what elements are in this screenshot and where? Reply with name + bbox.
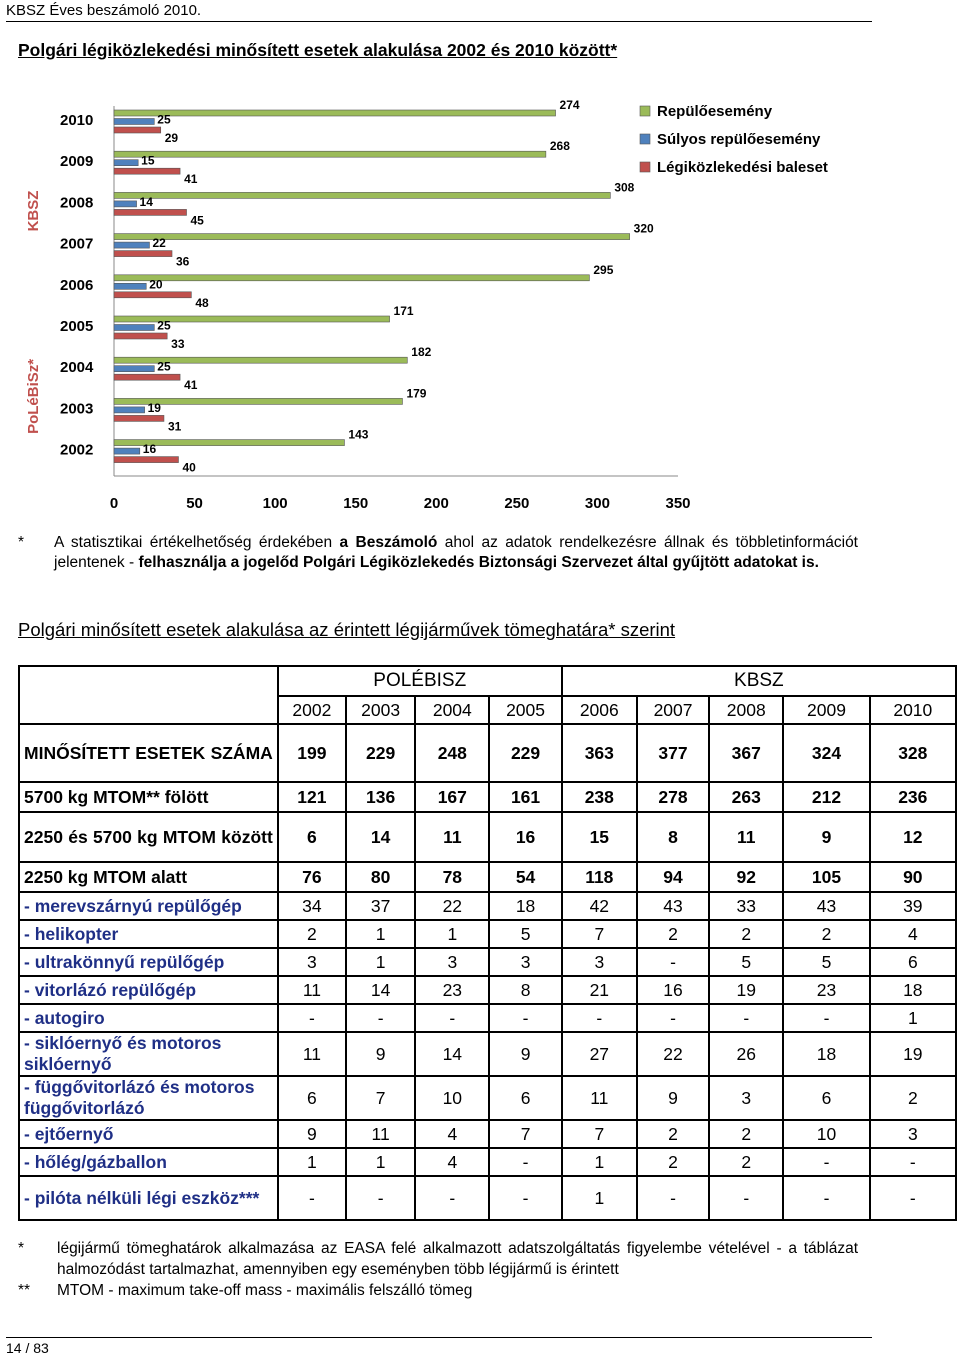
data-label: 41 xyxy=(184,172,198,187)
data-label: 19 xyxy=(147,400,161,415)
table-cell: 18 xyxy=(783,1032,869,1076)
year-header-cell: 2007 xyxy=(637,696,709,724)
table-cell: 263 xyxy=(709,782,783,812)
group-header-kbsz: KBSZ xyxy=(562,666,956,696)
data-label: 268 xyxy=(549,139,570,154)
table-cell: 12 xyxy=(870,812,956,862)
table-cell: 14 xyxy=(346,976,415,1004)
table-cell: - xyxy=(489,1176,561,1220)
table-cell: 7 xyxy=(489,1120,561,1148)
table-cell: 11 xyxy=(562,1076,637,1120)
table-cell: 4 xyxy=(415,1120,489,1148)
row-label xyxy=(19,1004,278,1032)
table-cell: 22 xyxy=(415,892,489,920)
year-header-cell: 2010 xyxy=(870,696,956,724)
row-label xyxy=(19,976,278,1004)
table-cell: 7 xyxy=(562,920,637,948)
table-cell: 324 xyxy=(783,724,869,782)
table-cell: - xyxy=(783,1004,869,1032)
table-cell: - xyxy=(709,1004,783,1032)
table-cell: 377 xyxy=(637,724,709,782)
data-label: 29 xyxy=(164,131,179,145)
table-row xyxy=(19,862,956,892)
table-cell: 27 xyxy=(562,1032,637,1076)
table-cell: - xyxy=(709,1176,783,1220)
table-cell: 6 xyxy=(783,1076,869,1120)
table-cell: 4 xyxy=(870,920,956,948)
bar-2 xyxy=(114,415,164,421)
table-row xyxy=(19,724,956,782)
table-cell: 167 xyxy=(415,782,489,812)
table-cell: 9 xyxy=(637,1076,709,1120)
table-cell: 3 xyxy=(489,948,561,976)
table-row xyxy=(19,1120,956,1148)
data-label: 16 xyxy=(142,442,157,457)
y-category-label: 2008 xyxy=(60,194,94,212)
data-label: 31 xyxy=(167,419,182,434)
bar-1 xyxy=(114,242,149,248)
table-cell: 6 xyxy=(489,1076,561,1120)
bar-1 xyxy=(114,448,140,454)
table-cell: 43 xyxy=(637,892,709,920)
table-cell: 367 xyxy=(709,724,783,782)
row-label-text: 2250 kg MTOM alatt xyxy=(24,866,188,887)
table-cell: 6 xyxy=(278,1076,346,1120)
header-rule xyxy=(6,21,872,22)
table-cell: 39 xyxy=(870,892,956,920)
year-header-cell: 2006 xyxy=(562,696,637,724)
row-label-text: - autogiro xyxy=(24,1007,105,1028)
table-cell: 6 xyxy=(870,948,956,976)
table-row xyxy=(19,1076,956,1120)
table-cell: 278 xyxy=(637,782,709,812)
x-tick-label: 350 xyxy=(665,495,691,512)
bar-0 xyxy=(114,192,610,198)
data-label: 48 xyxy=(195,295,209,310)
row-label-text: - ejtőernyő xyxy=(24,1123,114,1144)
table-cell: 238 xyxy=(562,782,637,812)
table-cell: 26 xyxy=(709,1032,783,1076)
table-cell: 1 xyxy=(562,1148,637,1176)
bar-2 xyxy=(114,374,180,380)
data-label: 274 xyxy=(559,98,580,112)
year-header-cell: 2002 xyxy=(278,696,346,724)
table-cell: 16 xyxy=(637,976,709,1004)
table-cell: 199 xyxy=(278,724,346,782)
table-cell: - xyxy=(870,1148,956,1176)
bar-2 xyxy=(114,209,187,215)
bar-2 xyxy=(114,292,191,298)
table-cell: - xyxy=(346,1004,415,1032)
table-cell: 22 xyxy=(637,1032,709,1076)
table-cell: 80 xyxy=(346,862,415,892)
table-cell: 21 xyxy=(562,976,637,1004)
group-label-polebisz: PoLéBiSz* xyxy=(25,358,42,434)
table-cell: 1 xyxy=(346,1148,415,1176)
row-label xyxy=(19,948,278,976)
year-header-cell: 2004 xyxy=(415,696,489,724)
table-cell: 2 xyxy=(783,920,869,948)
bar-1 xyxy=(114,160,138,166)
table-cell: 212 xyxy=(783,782,869,812)
table-cell: 43 xyxy=(783,892,869,920)
row-label xyxy=(19,1076,278,1120)
row-label xyxy=(19,862,278,892)
footnote-1: * légijármű tömeghatárok alkalmazása az EASA felé alkalmazott adatszolgáltatás figyelembe vételével - a táblázat halmozódást tartalmazhat, amennyiben egy eseményben több légijármű is érintett xyxy=(18,1240,858,1278)
table-cell: 2 xyxy=(870,1076,956,1120)
table-row xyxy=(19,892,956,920)
y-category-label: 2003 xyxy=(60,400,94,418)
table-cell: 3 xyxy=(415,948,489,976)
table-cell: 1 xyxy=(415,920,489,948)
bar-0 xyxy=(114,151,546,157)
table-header-groups xyxy=(19,666,956,696)
legend-label: Súlyos repülőesemény xyxy=(657,131,821,148)
data-label: 15 xyxy=(141,153,155,168)
table-corner-cell xyxy=(19,666,278,724)
group-label-kbsz: KBSZ xyxy=(25,190,42,232)
table-cell: 2 xyxy=(637,1120,709,1148)
note-text: A statisztikai értékelhetőség érdekében a Beszámoló ahol az adatok rendelkezésre állnak és többletinformációt jelentenek - felhasználja a jogelőd Polgári Légiközlekedés Biztonsági Szervezet által gyűjtött adatokat is. xyxy=(54,534,858,571)
x-tick-label: 50 xyxy=(186,495,203,512)
table-cell: - xyxy=(637,948,709,976)
table-cell: 23 xyxy=(415,976,489,1004)
x-tick-label: 300 xyxy=(584,495,610,512)
table-cell: 2 xyxy=(278,920,346,948)
table-cell: - xyxy=(489,1004,561,1032)
table-cell: 34 xyxy=(278,892,346,920)
data-label: 45 xyxy=(190,213,204,228)
year-header-cell: 2005 xyxy=(489,696,561,724)
table-section-title: Polgári minősített esetek alakulása az érintett légijárművek tömeghatára* szerint xyxy=(18,619,676,640)
footnote-2: ** MTOM - maximum take-off mass - maximális felszálló tömeg xyxy=(18,1282,473,1299)
table-cell: 105 xyxy=(783,862,869,892)
table-cell: 3 xyxy=(709,1076,783,1120)
legend-swatch xyxy=(640,134,650,144)
data-label: 179 xyxy=(406,386,427,401)
table-cell: - xyxy=(415,1176,489,1220)
data-label: 22 xyxy=(152,236,166,251)
table-cell: 229 xyxy=(346,724,415,782)
table-cell: - xyxy=(783,1148,869,1176)
row-label-text: - helikopter xyxy=(24,923,119,944)
table-cell: 37 xyxy=(346,892,415,920)
year-header-cell: 2003 xyxy=(346,696,415,724)
bar-1 xyxy=(114,201,137,207)
table-cell: 94 xyxy=(637,862,709,892)
table-cell: 42 xyxy=(562,892,637,920)
row-label-text: MINŐSÍTETT ESETEK SZÁMA xyxy=(24,742,273,763)
table-cell: 161 xyxy=(489,782,561,812)
data-label: 41 xyxy=(184,378,198,393)
row-label xyxy=(19,892,278,920)
row-label xyxy=(19,782,278,812)
table-cell: 229 xyxy=(489,724,561,782)
bar-0 xyxy=(114,316,390,322)
table-cell: - xyxy=(278,1176,346,1220)
table-cell: 9 xyxy=(489,1032,561,1076)
bar-1 xyxy=(114,325,154,331)
page-number: 14 / 83 xyxy=(6,1340,49,1356)
bar-0 xyxy=(114,275,589,281)
table-cell: - xyxy=(415,1004,489,1032)
table-cell: 10 xyxy=(783,1120,869,1148)
table-row xyxy=(19,1032,956,1076)
bar-1 xyxy=(114,407,145,413)
table-cell: 2 xyxy=(637,1148,709,1176)
row-label-text: 5700 kg MTOM** fölött xyxy=(24,786,209,807)
row-label-text: - pilóta nélküli légi eszköz*** xyxy=(24,1187,260,1208)
table-cell: 1 xyxy=(870,1004,956,1032)
table-cell: 11 xyxy=(415,812,489,862)
row-label-text: - függővitorlázó és motoros függővitorlázó xyxy=(24,1077,255,1118)
row-label-text: - hőlég/gázballon xyxy=(24,1151,167,1172)
table-cell: 6 xyxy=(278,812,346,862)
incidents-bar-chart xyxy=(18,86,878,516)
table-cell: 16 xyxy=(489,812,561,862)
table-cell: 118 xyxy=(562,862,637,892)
table-cell: 23 xyxy=(783,976,869,1004)
table-cell: - xyxy=(562,1004,637,1032)
row-label-text: - merevszárnyú repülőgép xyxy=(24,895,242,916)
y-category-label: 2002 xyxy=(60,441,94,459)
data-label: 25 xyxy=(157,112,171,127)
table-cell: 1 xyxy=(346,920,415,948)
table-cell: 328 xyxy=(870,724,956,782)
y-category-label: 2009 xyxy=(60,153,94,171)
table-row xyxy=(19,1004,956,1032)
data-label: 14 xyxy=(139,194,153,209)
table-cell: 33 xyxy=(709,892,783,920)
table-cell: 90 xyxy=(870,862,956,892)
bar-1 xyxy=(114,283,146,289)
table-cell: 9 xyxy=(783,812,869,862)
table-row xyxy=(19,812,956,862)
table-cell: 54 xyxy=(489,862,561,892)
table-cell: 18 xyxy=(489,892,561,920)
table-cell: 14 xyxy=(415,1032,489,1076)
table-cell: 18 xyxy=(870,976,956,1004)
table-cell: 8 xyxy=(489,976,561,1004)
group-header-polebisz: POLÉBISZ xyxy=(278,666,562,696)
table-row xyxy=(19,920,956,948)
table-row xyxy=(19,976,956,1004)
row-label xyxy=(19,1120,278,1148)
legend-swatch xyxy=(640,106,650,116)
table-cell: 236 xyxy=(870,782,956,812)
row-label-text: - siklóernyő és motoros siklóernyő xyxy=(24,1033,222,1074)
table-cell: 8 xyxy=(637,812,709,862)
table-cell: 78 xyxy=(415,862,489,892)
bar-2 xyxy=(114,333,167,339)
y-category-label: 2005 xyxy=(60,318,94,335)
table-cell: - xyxy=(346,1176,415,1220)
table-cell: 3 xyxy=(870,1120,956,1148)
table-row xyxy=(19,1148,956,1176)
table-cell: 9 xyxy=(346,1032,415,1076)
x-tick-label: 200 xyxy=(423,495,449,512)
table-cell: 92 xyxy=(709,862,783,892)
row-label-text: 2250 és 5700 kg MTOM között xyxy=(24,826,273,847)
legend-swatch xyxy=(640,162,650,172)
table-cell: 5 xyxy=(489,920,561,948)
table-cell: 7 xyxy=(562,1120,637,1148)
data-label: 320 xyxy=(633,221,654,236)
table-cell: 2 xyxy=(709,1120,783,1148)
table-footnotes xyxy=(18,1238,858,1301)
bar-2 xyxy=(114,127,161,133)
year-header-cell: 2009 xyxy=(783,696,869,724)
table-cell: 3 xyxy=(278,948,346,976)
row-label xyxy=(19,812,278,862)
y-category-label: 2007 xyxy=(60,235,94,253)
table-cell: 363 xyxy=(562,724,637,782)
table-cell: 2 xyxy=(637,920,709,948)
bar-2 xyxy=(114,251,172,257)
footer-rule xyxy=(6,1337,872,1338)
table-cell: - xyxy=(489,1148,561,1176)
legend-label: Repülőesemény xyxy=(657,103,773,120)
table-cell: - xyxy=(637,1176,709,1220)
bar-1 xyxy=(114,119,154,125)
bar-0 xyxy=(114,110,556,116)
document-header: KBSZ Éves beszámoló 2010. xyxy=(6,2,202,19)
table-row xyxy=(19,782,956,812)
row-label xyxy=(19,1032,278,1076)
bar-2 xyxy=(114,457,178,463)
table-cell: 10 xyxy=(415,1076,489,1120)
statistics-note xyxy=(18,533,858,573)
table-cell: 136 xyxy=(346,782,415,812)
table-cell: - xyxy=(783,1176,869,1220)
table-row xyxy=(19,1176,956,1220)
table-cell: 15 xyxy=(562,812,637,862)
table-cell: - xyxy=(278,1004,346,1032)
table-cell: - xyxy=(637,1004,709,1032)
x-tick-label: 250 xyxy=(504,495,530,512)
table-cell: 1 xyxy=(562,1176,637,1220)
note-marker: * xyxy=(18,534,25,551)
row-label xyxy=(19,920,278,948)
data-label: 308 xyxy=(614,180,635,195)
data-label: 36 xyxy=(176,254,190,269)
y-category-label: 2006 xyxy=(60,276,94,294)
table-cell: 248 xyxy=(415,724,489,782)
table-cell: 14 xyxy=(346,812,415,862)
data-label: 143 xyxy=(348,427,369,442)
table-cell: 76 xyxy=(278,862,346,892)
row-label xyxy=(19,1176,278,1220)
table-cell: 11 xyxy=(278,1032,346,1076)
row-label xyxy=(19,724,278,782)
year-header-cell: 2008 xyxy=(709,696,783,724)
table-cell: 7 xyxy=(346,1076,415,1120)
row-label-text: - ultrakönnyű repülőgép xyxy=(24,951,225,972)
table-cell: 19 xyxy=(709,976,783,1004)
table-cell: 5 xyxy=(783,948,869,976)
table-cell: 1 xyxy=(278,1148,346,1176)
weight-class-table xyxy=(18,665,957,1221)
x-tick-label: 150 xyxy=(343,495,369,512)
bar-1 xyxy=(114,366,154,372)
table-cell: - xyxy=(870,1176,956,1220)
table-cell: 11 xyxy=(278,976,346,1004)
row-label xyxy=(19,1148,278,1176)
chart-section-title: Polgári légiközlekedési minősített esetek alakulása 2002 és 2010 között* xyxy=(18,40,618,60)
table-cell: 2 xyxy=(709,1148,783,1176)
table-cell: 4 xyxy=(415,1148,489,1176)
table-cell: 5 xyxy=(709,948,783,976)
y-category-label: 2010 xyxy=(60,112,94,129)
bar-0 xyxy=(114,234,630,240)
table-cell: 11 xyxy=(346,1120,415,1148)
table-cell: 3 xyxy=(562,948,637,976)
data-label: 40 xyxy=(182,460,196,475)
data-label: 33 xyxy=(171,337,185,351)
table-cell: 11 xyxy=(709,812,783,862)
table-cell: 9 xyxy=(278,1120,346,1148)
data-label: 171 xyxy=(393,304,414,318)
data-label: 20 xyxy=(149,277,163,292)
data-label: 25 xyxy=(157,318,171,333)
row-label-text: - vitorlázó repülőgép xyxy=(24,979,197,1000)
table-cell: 1 xyxy=(346,948,415,976)
data-label: 182 xyxy=(411,345,432,360)
table-cell: 19 xyxy=(870,1032,956,1076)
bar-2 xyxy=(114,168,180,174)
data-label: 295 xyxy=(593,262,614,277)
legend-label: Légiközlekedési baleset xyxy=(657,159,828,176)
y-category-label: 2004 xyxy=(60,359,94,377)
table-row xyxy=(19,948,956,976)
data-label: 25 xyxy=(157,359,171,374)
x-tick-label: 0 xyxy=(109,495,119,512)
table-cell: 2 xyxy=(709,920,783,948)
x-tick-label: 100 xyxy=(262,495,288,512)
table-cell: 121 xyxy=(278,782,346,812)
